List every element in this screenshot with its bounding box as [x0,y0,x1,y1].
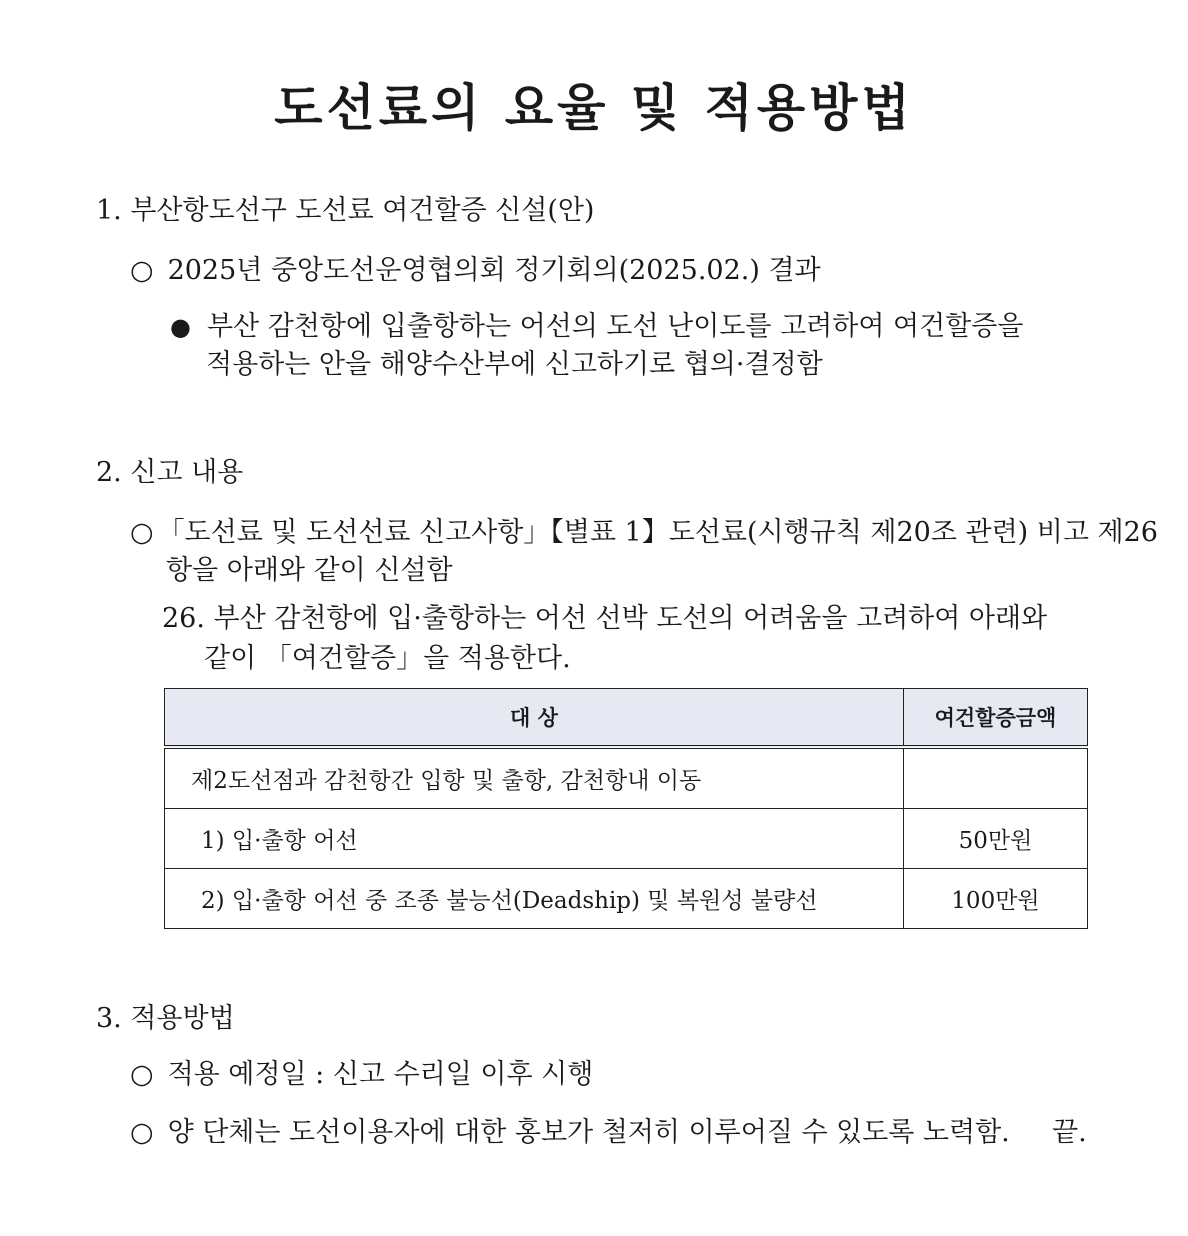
table-row [165,809,1088,869]
end-mark: 끝. [1052,1117,1087,1148]
section-3-sub1 [130,1052,593,1091]
section-1-heading: 1. 부산항도선구 도선료 여건할증 신설(안) [96,195,595,226]
circle-bullet-icon: ○ [130,1117,154,1148]
section-1-bullet [170,304,1090,343]
item-26-line1: 26. 부산 감천항에 입·출항하는 어선 선박 도선의 어려움을 고려하여 아래와 [162,603,1048,634]
section-2-sub [130,510,1158,549]
section-2-sub-line2: 항을 아래와 같이 신설함 [166,555,453,586]
section-1-sub [130,248,821,287]
row-amount [903,747,1087,809]
section-3-sub2-text: 양 단체는 도선이용자에 대한 홍보가 철저히 이루어질 수 있도록 노력함. [167,1117,1010,1148]
section-2-heading: 2. 신고 내용 [96,457,244,488]
circle-bullet-icon: ○ [130,1059,154,1090]
section-3-heading: 3. 적용방법 [96,1003,235,1034]
circle-bullet-icon: ○ [130,517,154,548]
table-row [165,747,1088,809]
table-header-row [165,689,1088,748]
item-26-line2: 같이 「여건할증」을 적용한다. [204,643,571,674]
section-1-bullet-line1: 부산 감천항에 입출항하는 어선의 도선 난이도를 고려하여 여건할증을 [206,311,1024,342]
row-target: 제2도선점과 감천항간 입항 및 출항, 감천항내 이동 [165,747,904,809]
row-amount: 100만원 [903,869,1087,929]
row-target: 1) 입·출항 어선 [165,809,904,869]
circle-bullet-icon: ○ [130,255,154,286]
row-target: 2) 입·출항 어선 중 조종 불능선(Deadship) 및 복원성 불량선 [165,869,904,929]
section-1-bullet-line2: 적용하는 안을 해양수산부에 신고하기로 협의·결정함 [206,349,823,380]
header-amount: 여건할증금액 [903,689,1087,748]
section-3-sub2 [130,1110,1010,1149]
page-title: 도선료의 요율 및 적용방법 [274,79,914,137]
header-target: 대 상 [165,689,904,748]
filled-bullet-icon: ● [170,313,191,341]
row-amount: 50만원 [903,809,1087,869]
section-1-sub-text: 2025년 중앙도선운영협의회 정기회의(2025.02.) 결과 [167,255,821,286]
section-2-sub-line1: 「도선료 및 도선선료 신고사항」【별표 1】도선료(시행규칙 제20조 관련) 비고 제26 [157,517,1158,548]
section-3-sub1-text: 적용 예정일 : 신고 수리일 이후 시행 [167,1059,594,1090]
surcharge-table [164,688,1088,929]
table-row [165,869,1088,929]
